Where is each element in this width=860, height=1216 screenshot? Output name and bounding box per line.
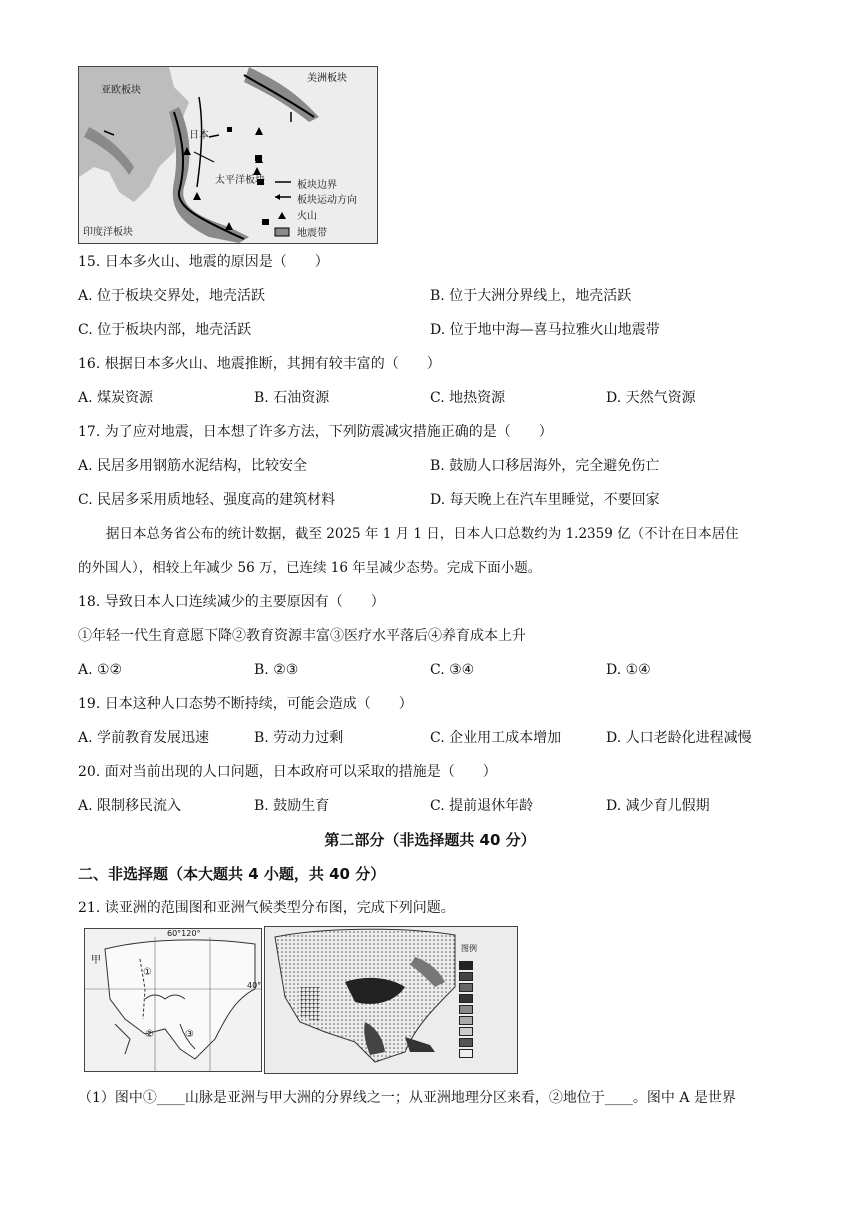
q18-statements: ①年轻一代生育意愿下降②教育资源丰富③医疗水平落后④养育成本上升: [78, 628, 526, 644]
q15-option-c[interactable]: C. 位于板块内部，地壳活跃: [78, 322, 252, 338]
q16-option-b[interactable]: B. 石油资源: [254, 390, 330, 406]
climate-map-legend: [459, 955, 513, 1054]
q17-stem: 17. 为了应对地震，日本想了许多方法，下列防震减灾措施正确的是（ ）: [78, 424, 553, 440]
range-map-jia: 甲: [91, 955, 101, 966]
q21-subquestion-1: （1）图中①____山脉是亚洲与甲大洲的分界线之一；从亚洲地理分区来看，②地位于____。图中 A 是世界: [78, 1090, 736, 1106]
q20-option-c[interactable]: C. 提前退休年龄: [430, 798, 534, 814]
section-two-title: 二、非选择题（本大题共 4 小题，共 40 分）: [78, 865, 386, 883]
q15-stem: 15. 日本多火山、地震的原因是（ ）: [78, 254, 329, 270]
q16-stem: 16. 根据日本多火山、地震推断，其拥有较丰富的（ ）: [78, 356, 441, 372]
q19-stem: 19. 日本这种人口态势不断持续，可能会造成（ ）: [78, 696, 413, 712]
q20-option-d[interactable]: D. 减少育儿假期: [606, 798, 710, 814]
asia-climate-map-figure: [264, 926, 518, 1074]
range-map-lat-label: 40°: [247, 981, 262, 990]
q15-option-b[interactable]: B. 位于大洲分界线上，地壳活跃: [430, 288, 632, 304]
q18-option-b[interactable]: B. ②③: [254, 662, 299, 678]
q18-option-d[interactable]: D. ①④: [606, 662, 651, 678]
q20-option-b[interactable]: B. 鼓励生育: [254, 798, 330, 814]
asia-range-map-figure: [84, 928, 262, 1072]
range-map-marker-1: ①: [143, 967, 152, 978]
q21-stem: 21. 读亚洲的范围图和亚洲气候类型分布图，完成下列问题。: [78, 900, 455, 916]
q19-option-b[interactable]: B. 劳动力过剩: [254, 730, 344, 746]
label-indian-plate: 印度洋板块: [83, 223, 133, 238]
q17-option-b[interactable]: B. 鼓励人口移居海外，完全避免伤亡: [430, 458, 660, 474]
passage-line-2: 的外国人），相较上年减少 56 万，已连续 16 年呈减少态势。完成下面小题。: [78, 560, 542, 576]
q19-option-d[interactable]: D. 人口老龄化进程减慢: [606, 730, 752, 746]
passage-line-1: 据日本总务省公布的统计数据，截至 2025 年 1 月 1 日，日本人口总数约为 1.2359 亿（不计在日本居住: [106, 526, 739, 542]
q18-stem: 18. 导致日本人口连续减少的主要原因有（ ）: [78, 594, 385, 610]
q16-option-c[interactable]: C. 地热资源: [430, 390, 506, 406]
plate-map-figure: [78, 66, 378, 244]
climate-map-legend-title: 图例: [461, 944, 477, 953]
label-america-plate: 美洲板块: [307, 69, 347, 84]
q16-option-d[interactable]: D. 天然气资源: [606, 390, 696, 406]
q19-option-a[interactable]: A. 学前教育发展迅速: [78, 730, 210, 746]
legend-plate-boundary: 板块边界: [297, 180, 337, 191]
q15-option-a[interactable]: A. 位于板块交界处，地壳活跃: [78, 288, 266, 304]
q17-option-a[interactable]: A. 民居多用钢筋水泥结构，比较安全: [78, 458, 308, 474]
q17-option-d[interactable]: D. 每天晚上在汽车里睡觉，不要回家: [430, 492, 660, 508]
legend-earthquake-belt: 地震带: [297, 228, 327, 239]
range-map-marker-2: ②: [145, 1029, 154, 1040]
range-map-marker-3: ③: [185, 1029, 194, 1040]
legend-plate-direction: 板块运动方向: [297, 195, 357, 206]
q15-option-d[interactable]: D. 位于地中海—喜马拉雅火山地震带: [430, 322, 660, 338]
q20-stem: 20. 面对当前出现的人口问题，日本政府可以采取的措施是（ ）: [78, 764, 497, 780]
part-two-title: 第二部分（非选择题共 40 分）: [324, 831, 536, 849]
q19-option-c[interactable]: C. 企业用工成本增加: [430, 730, 562, 746]
q17-option-c[interactable]: C. 民居多采用质地轻、强度高的建筑材料: [78, 492, 336, 508]
asia-range-map-svg: [85, 929, 261, 1071]
label-eurasia-plate: 亚欧板块: [101, 85, 141, 96]
label-japan: 日本: [189, 130, 209, 141]
legend-volcano: 火山: [297, 211, 317, 222]
q18-option-c[interactable]: C. ③④: [430, 662, 475, 678]
q18-option-a[interactable]: A. ①②: [78, 662, 123, 678]
q20-option-a[interactable]: A. 限制移民流入: [78, 798, 182, 814]
range-map-lon-label: 60°120°: [167, 929, 201, 938]
q16-option-a[interactable]: A. 煤炭资源: [78, 390, 154, 406]
label-pacific-plate: 太平洋板块: [215, 175, 265, 186]
